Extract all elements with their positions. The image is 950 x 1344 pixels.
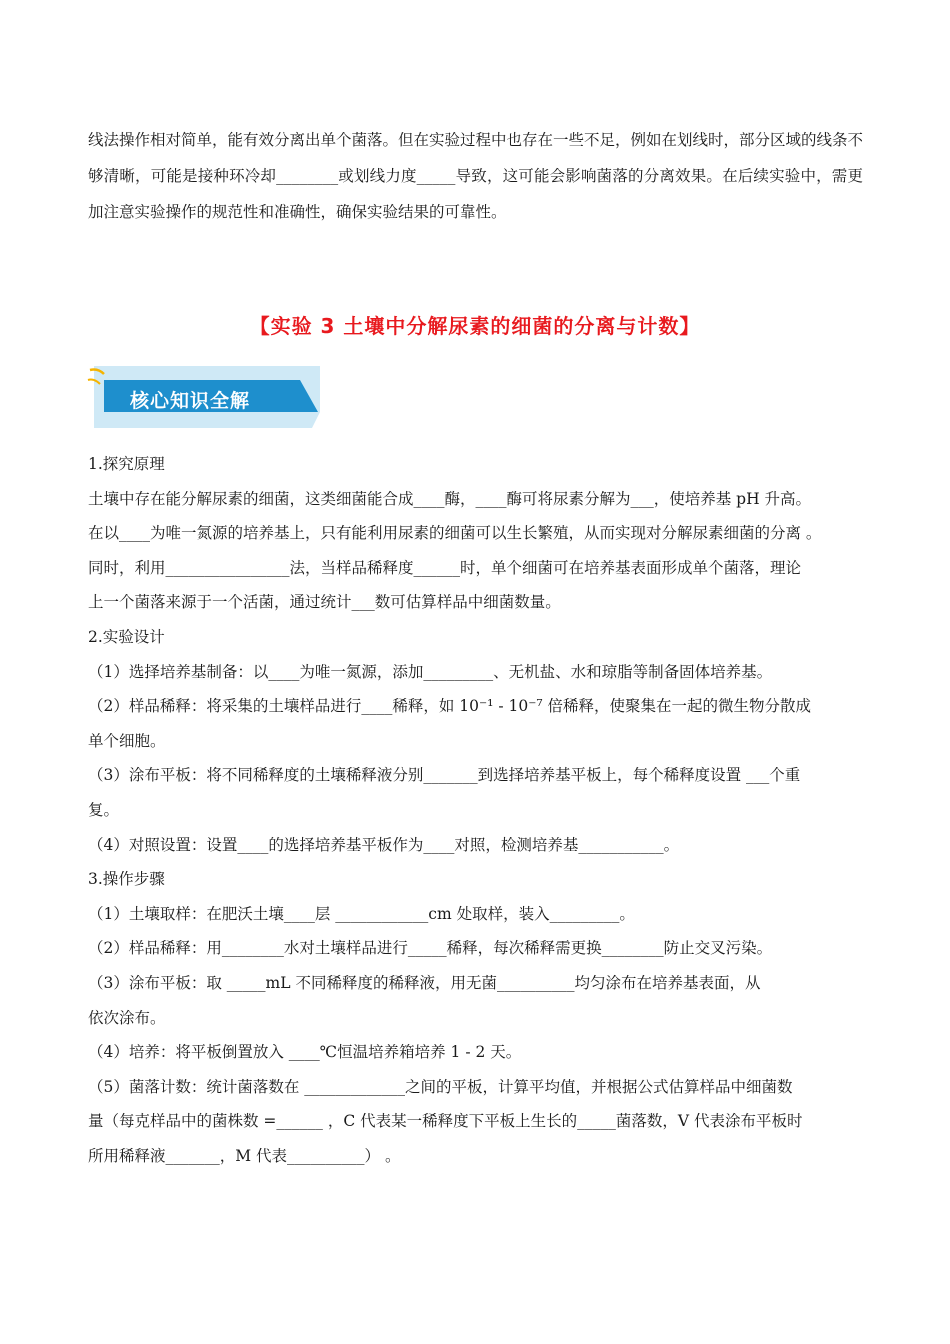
body-line: （2）样品稀释：用________水对土壤样品进行_____稀释，每次稀释需更换________防止交叉污染。 bbox=[88, 939, 773, 958]
body-line: （3）涂布平板：取 _____mL 不同稀释度的稀释液，用无菌__________均匀涂布在培养基表面，从 bbox=[88, 973, 761, 992]
knowledge-body bbox=[88, 447, 863, 1173]
body-line: 复。 bbox=[88, 800, 120, 819]
section-title: 【实验 3 土壤中分解尿素的细菌的分离与计数】 bbox=[249, 314, 701, 338]
banner-label: 核心知识全解 bbox=[130, 390, 251, 412]
body-line: 在以____为唯一氮源的培养基上，只有能利用尿素的细菌可以生长繁殖，从而实现对分解尿素细菌的分离 。 bbox=[88, 524, 822, 543]
heading-principle: 1.探究原理 bbox=[88, 455, 165, 473]
body-line: 量（每克样品中的菌株数 =______ ，C 代表某一稀释度下平板上生长的_____菌落数，V 代表涂布平板时 bbox=[88, 1112, 803, 1131]
intro-paragraph: 线法操作相对简单，能有效分离出单个菌落。但在实验过程中也存在一些不足，例如在划线时，部分区域的线条不够清晰，可能是接种环冷却________或划线力度_____导致，这可能会影响菌落的分离效果。在后续实验中，需更加注意实验操作的规范性和准确性，确保实验结果的可靠性。 bbox=[88, 131, 864, 221]
body-line: （4）对照设置：设置____的选择培养基平板作为____对照，检测培养基___________。 bbox=[88, 835, 680, 854]
body-line: 依次涂布。 bbox=[88, 1008, 166, 1027]
heading-steps: 3.操作步骤 bbox=[88, 870, 165, 889]
body-line: 同时，利用________________法，当样品稀释度______时，单个细菌可在培养基表面形成单个菌落，理论 bbox=[88, 558, 802, 577]
body-line: （5）菌落计数：统计菌落数在 _____________之间的平板，计算平均值，并根据公式估算样品中细菌数 bbox=[88, 1077, 793, 1096]
body-line: （2）样品稀释：将采集的土壤样品进行____稀释，如 10⁻¹ - 10⁻⁷ 倍稀释，使聚集在一起的微生物分散成 bbox=[88, 697, 812, 716]
body-line: （1）选择培养基制备：以____为唯一氮源，添加_________、无机盐、水和琼脂等制备固体培养基。 bbox=[88, 662, 773, 681]
body-line: 所用稀释液_______，M 代表__________） 。 bbox=[88, 1146, 401, 1165]
body-line: 单个细胞。 bbox=[88, 731, 166, 750]
heading-design: 2.实验设计 bbox=[88, 627, 165, 646]
body-line: （4）培养：将平板倒置放入 ____℃恒温培养箱培养 1 - 2 天。 bbox=[88, 1043, 522, 1062]
body-line: 上一个菌落来源于一个活菌，通过统计___数可估算样品中细菌数量。 bbox=[88, 593, 561, 612]
body-line: （3）涂布平板：将不同稀释度的土壤稀释液分别_______到选择培养基平板上，每个稀释度设置 ___个重 bbox=[88, 766, 801, 785]
body-line: 土壤中存在能分解尿素的细菌，这类细菌能合成____酶，____酶可将尿素分解为___，使培养基 pH 升高。 bbox=[88, 489, 812, 508]
body-line: （1）土壤取样：在肥沃土壤____层 ____________cm 处取样，装入_________。 bbox=[88, 904, 635, 923]
